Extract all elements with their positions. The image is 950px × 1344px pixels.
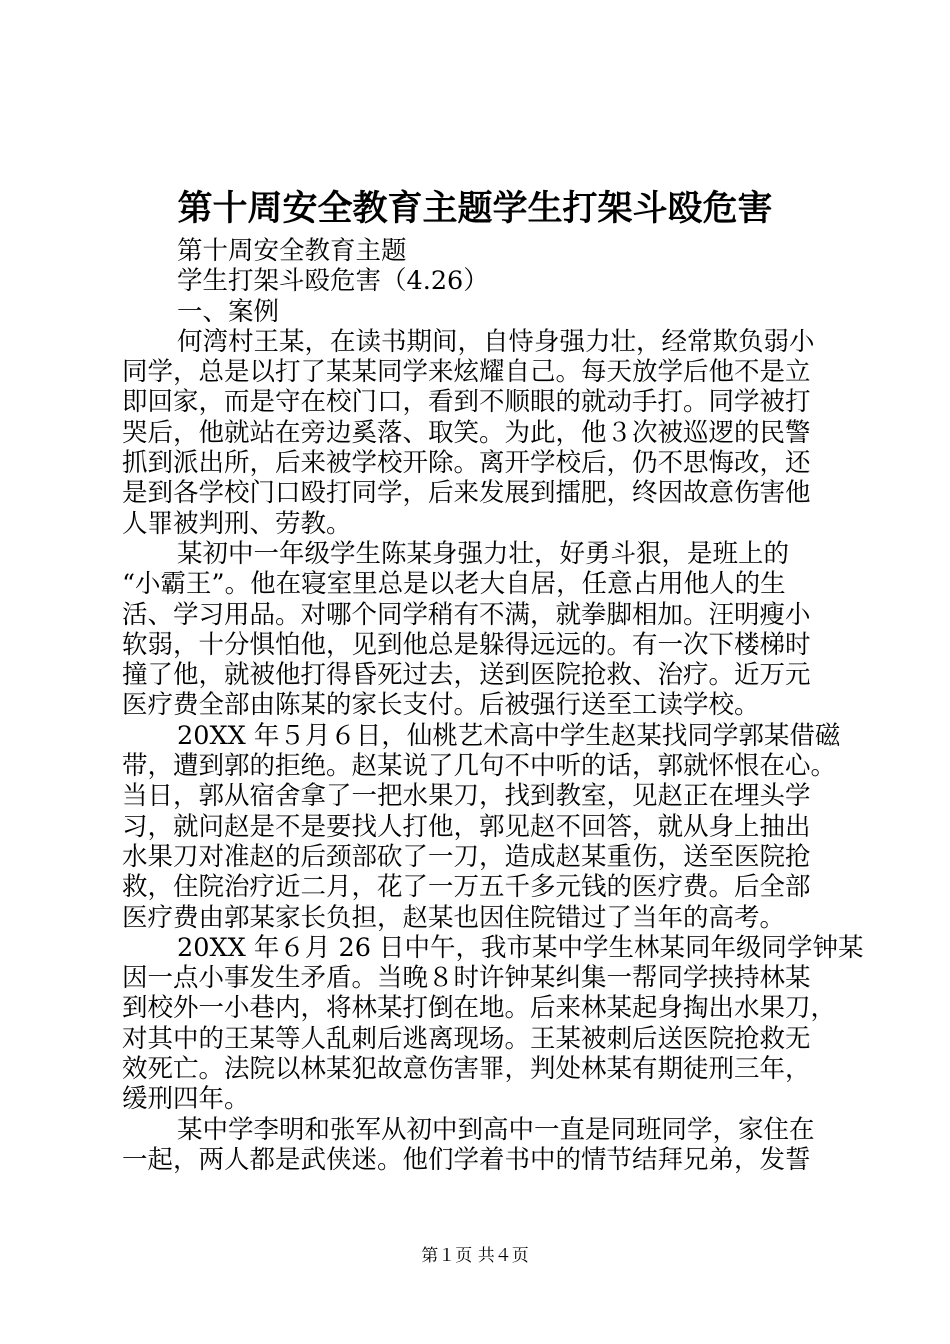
- body-line: 水果刀对准赵的后颈部砍了一刀，造成赵某重伤，送至医院抢: [122, 841, 811, 872]
- body-line: 学生打架斗殴危害（4.26）: [177, 266, 489, 297]
- document-body: [122, 236, 864, 1175]
- body-line: 撞了他，就被他打得昏死过去，送到医院抢救、治疗。近万元: [122, 660, 811, 691]
- body-line: 抓到派出所，后来被学校开除。离开学校后，仍不思悔改，还: [122, 448, 811, 479]
- body-line: 软弱，十分惧怕他，见到他总是躲得远远的。有一次下楼梯时: [122, 629, 811, 660]
- body-line: 一、案例: [177, 296, 280, 327]
- body-line: 对其中的王某等人乱刺后逃离现场。王某被刺后送医院抢救无: [122, 1023, 811, 1054]
- body-line: 效死亡。法院以林某犯故意伤害罪，判处林某有期徒刑三年，: [122, 1054, 811, 1085]
- document-title: 第十周安全教育主题学生打架斗殴危害: [177, 188, 773, 229]
- body-line: 救，住院治疗近二月，花了一万五千多元钱的医疗费。后全部: [122, 872, 811, 903]
- body-line: 活、学习用品。对哪个同学稍有不满，就拳脚相加。汪明瘦小: [122, 599, 811, 630]
- body-line: 一起，两人都是武侠迷。他们学着书中的情节结拜兄弟，发誓: [122, 1144, 811, 1175]
- body-line: 20XX 年６月 26 日中午，我市某中学生林某同年级同学钟某: [177, 932, 864, 963]
- body-line: 何湾村王某，在读书期间，自恃身强力壮，经常欺负弱小: [177, 326, 815, 357]
- body-line: 20XX 年５月６日，仙桃艺术高中学生赵某找同学郭某借磁: [177, 720, 841, 751]
- body-line: “小霸王”。他在寝室里总是以老大自居，任意占用他人的生: [122, 569, 786, 600]
- body-line: 人罪被判刑、劳教。: [122, 508, 352, 539]
- body-line: 是到各学校门口殴打同学，后来发展到擂肥，终因故意伤害他: [122, 478, 811, 509]
- body-line: 某初中一年级学生陈某身强力壮，好勇斗狠，是班上的: [177, 538, 790, 569]
- body-line: 习，就问赵是不是要找人打他，郭见赵不回答，就从身上抽出: [122, 811, 811, 842]
- page-footer: 第１页 共４页: [421, 1246, 529, 1266]
- body-line: 即回家，而是守在校门口，看到不顺眼的就动手打。同学被打: [122, 387, 811, 418]
- body-line: 同学，总是以打了某某同学来炫耀自己。每天放学后他不是立: [122, 357, 811, 388]
- body-line: 哭后，他就站在旁边奚落、取笑。为此，他３次被巡逻的民警: [122, 417, 811, 448]
- body-line: 第十周安全教育主题: [177, 236, 407, 266]
- body-line: 到校外一小巷内，将林某打倒在地。后来林某起身掏出水果刀，: [122, 993, 837, 1024]
- body-line: 医疗费由郭某家长负担，赵某也因住院错过了当年的高考。: [122, 902, 786, 933]
- body-line: 带，遭到郭的拒绝。赵某说了几句不中听的话，郭就怀恨在心。: [122, 751, 837, 782]
- body-line: 因一点小事发生矛盾。当晚８时许钟某纠集一帮同学挟持林某: [122, 963, 811, 994]
- body-line: 某中学李明和张军从初中到高中一直是同班同学，家住在: [177, 1114, 815, 1145]
- body-line: 缓刑四年。: [122, 1084, 250, 1115]
- body-line: 当日，郭从宿舍拿了一把水果刀，找到教室，见赵正在埋头学: [122, 781, 811, 812]
- body-line: 医疗费全部由陈某的家长支付。后被强行送至工读学校。: [122, 690, 760, 721]
